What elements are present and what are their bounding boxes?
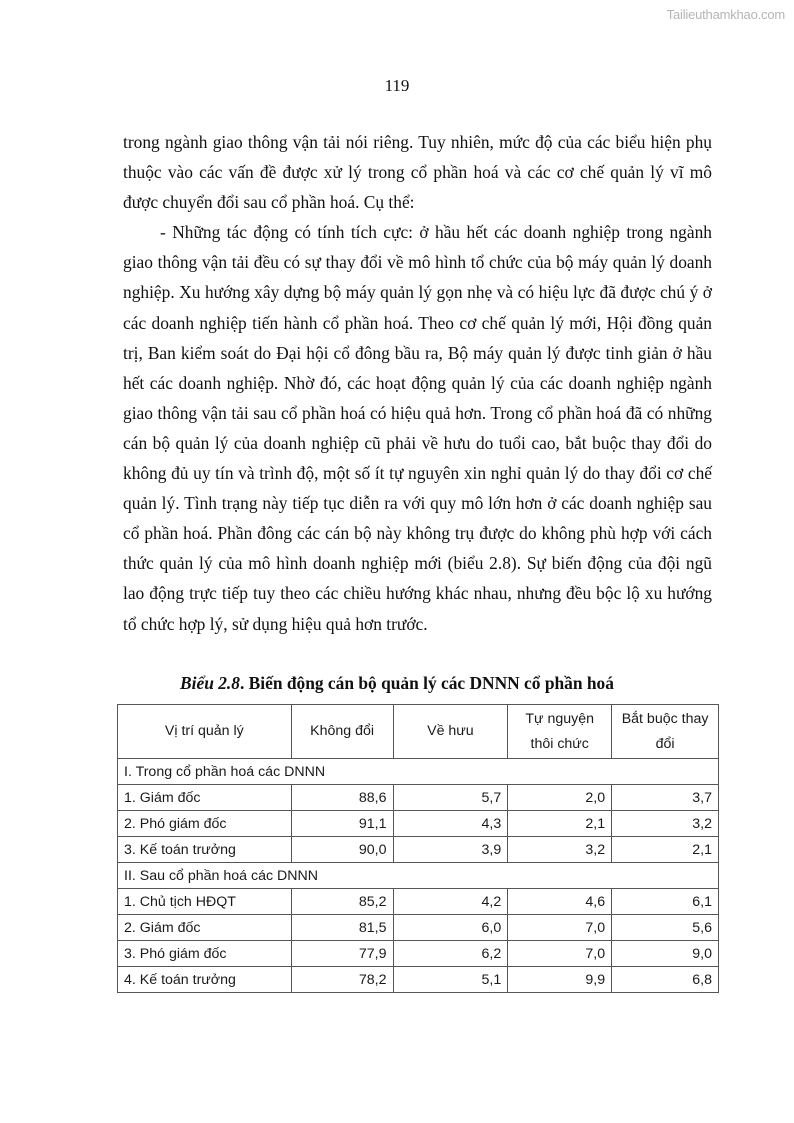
- header-cell: Tự nguyện thôi chức: [508, 705, 612, 759]
- position-cell: 1. Chủ tịch HĐQT: [118, 889, 292, 915]
- table-row: [118, 967, 719, 993]
- data-table: [117, 704, 719, 993]
- value-cell: 85,2: [291, 889, 393, 915]
- header-cell: Bắt buộc thay đổi: [612, 705, 719, 759]
- value-cell: 91,1: [291, 811, 393, 837]
- caption-label: Biểu 2.8: [180, 673, 240, 693]
- paragraph: - Những tác động có tính tích cực: ở hầu hết các doanh nghiệp trong ngành giao thông vận tải đều có sự thay đổi về mô hình tổ chức của bộ máy quản lý doanh nghiệp. Xu hướng xây dựng bộ máy quản lý gọn nhẹ và có hiệu lực đã được chú ý ở các doanh nghiệp tiến hành cổ phần hoá. Theo cơ chế quản lý mới, Hội đồng quản trị, Ban kiểm soát do Đại hội cổ đông bầu ra, Bộ máy quản lý được tinh giản ở hầu hết các doanh nghiệp. Nhờ đó, các hoạt động quản lý của các doanh nghiệp ngành giao thông vận tải sau cổ phần hoá có hiệu quả hơn. Trong cổ phần hoá đã có những cán bộ quản lý của doanh nghiệp cũ phải về hưu do tuổi cao, bắt buộc thay đổi do không đủ uy tín và trình độ, một số ít tự nguyên xin nghỉ quản lý do thay đổi cơ chế quản lý. Tình trạng này tiếp tục diễn ra với quy mô lớn hơn ở các doanh nghiệp sau cổ phần hoá. Phần đông các cán bộ này không trụ được do không phù hợp với cách thức quản lý của mô hình doanh nghiệp mới (biểu 2.8). Sự biến động của đội ngũ lao động trực tiếp tuy theo các chiều hướng khác nhau, nhưng đều bộc lộ xu hướng tổ chức hợp lý, sử dụng hiệu quả hơn trước.: [123, 222, 712, 634]
- value-cell: 6,2: [393, 941, 508, 967]
- value-cell: 2,1: [612, 837, 719, 863]
- value-cell: 90,0: [291, 837, 393, 863]
- body-text: [123, 127, 712, 639]
- value-cell: 9,9: [508, 967, 612, 993]
- table-section-row: [118, 863, 719, 889]
- section-title: II. Sau cổ phần hoá các DNNN: [118, 863, 719, 889]
- value-cell: 2,1: [508, 811, 612, 837]
- watermark: Tailieuthamkhao.com: [666, 7, 785, 22]
- value-cell: 7,0: [508, 915, 612, 941]
- value-cell: 77,9: [291, 941, 393, 967]
- header-cell: Không đổi: [291, 705, 393, 759]
- value-cell: 81,5: [291, 915, 393, 941]
- table-row: [118, 837, 719, 863]
- value-cell: 6,1: [612, 889, 719, 915]
- value-cell: 4,2: [393, 889, 508, 915]
- value-cell: 3,2: [612, 811, 719, 837]
- value-cell: 3,9: [393, 837, 508, 863]
- caption-title: . Biến động cán bộ quản lý các DNNN cổ phần hoá: [239, 673, 614, 693]
- header-cell: Vị trí quản lý: [118, 705, 292, 759]
- position-cell: 1. Giám đốc: [118, 785, 292, 811]
- section-title: I. Trong cổ phần hoá các DNNN: [118, 759, 719, 785]
- table-header-row: [118, 705, 719, 759]
- value-cell: 3,2: [508, 837, 612, 863]
- value-cell: 4,3: [393, 811, 508, 837]
- paragraph: trong ngành giao thông vận tải nói riêng. Tuy nhiên, mức độ của các biểu hiện phụ thuộc vào các vấn đề được xử lý trong cổ phần hoá và các cơ chế quản lý vĩ mô được chuyển đổi sau cổ phần hoá. Cụ thể:: [123, 132, 712, 213]
- value-cell: 4,6: [508, 889, 612, 915]
- value-cell: 7,0: [508, 941, 612, 967]
- value-cell: 88,6: [291, 785, 393, 811]
- page-number: 119: [384, 76, 410, 95]
- position-cell: 4. Kế toán trưởng: [118, 967, 292, 993]
- value-cell: 6,0: [393, 915, 508, 941]
- table-row: [118, 889, 719, 915]
- value-cell: 9,0: [612, 941, 719, 967]
- value-cell: 3,7: [612, 785, 719, 811]
- value-cell: 78,2: [291, 967, 393, 993]
- value-cell: 2,0: [508, 785, 612, 811]
- value-cell: 5,1: [393, 967, 508, 993]
- table-caption: [0, 673, 794, 694]
- table-row: [118, 785, 719, 811]
- position-cell: 3. Kế toán trưởng: [118, 837, 292, 863]
- position-cell: 2. Phó giám đốc: [118, 811, 292, 837]
- table-row: [118, 811, 719, 837]
- table-row: [118, 915, 719, 941]
- header-cell: Về hưu: [393, 705, 508, 759]
- position-cell: 3. Phó giám đốc: [118, 941, 292, 967]
- table-row: [118, 941, 719, 967]
- position-cell: 2. Giám đốc: [118, 915, 292, 941]
- value-cell: 5,7: [393, 785, 508, 811]
- table-section-row: [118, 759, 719, 785]
- value-cell: 5,6: [612, 915, 719, 941]
- value-cell: 6,8: [612, 967, 719, 993]
